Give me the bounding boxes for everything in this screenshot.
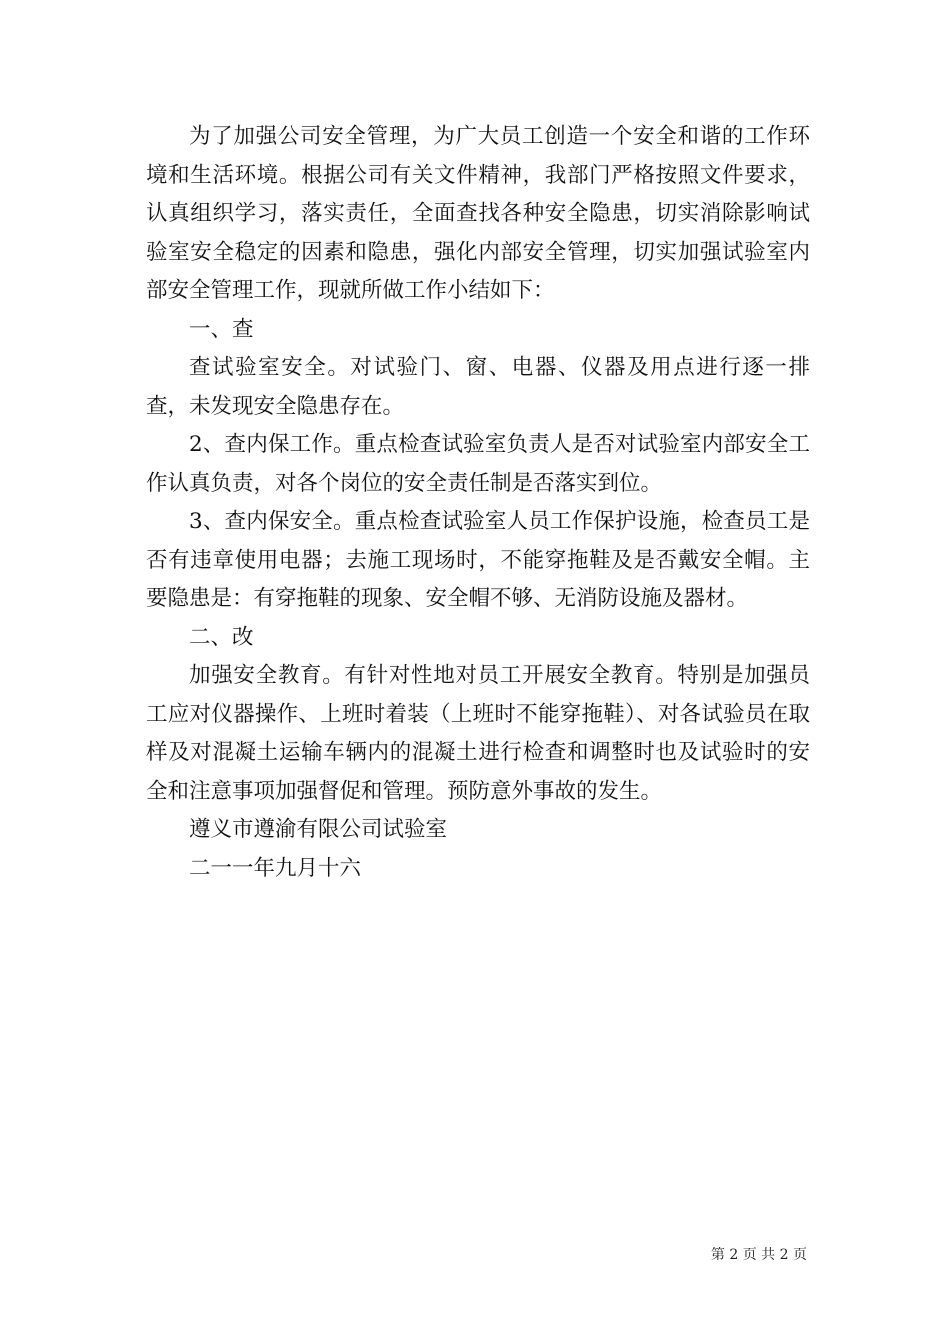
- improve-paragraph: 加强安全教育。有针对性地对员工开展安全教育。特别是加强员工应对仪器操作、上班时着装（上班时不能穿拖鞋）、对各试验员在取样及对混凝土运输车辆内的混凝土进行检查和调整时也及试验时的安全和注意事项加强督促和管理。预防意外事故的发生。: [146, 663, 810, 804]
- signature-organization: 遵义市遵渝有限公司试验室: [189, 817, 448, 842]
- intro-paragraph: 为了加强公司安全管理，为广大员工创造一个安全和谐的工作环境和生活环境。根据公司有关文件精神，我部门严格按照文件要求，认真组织学习，落实责任，全面查找各种安全隐患，切实消除影响试验室安全稳定的因素和隐患，强化内部安全管理，切实加强试验室内部安全管理工作，现就所做工作小结如下：: [146, 124, 810, 303]
- check-item-lab-safety: 查试验室安全。对试验门、窗、电器、仪器及用点进行逐一排查，未发现安全隐患存在。: [146, 355, 810, 419]
- page-number: 第 2 页 共 2 页: [710, 1247, 807, 1263]
- section-heading-check: 一、查: [189, 316, 254, 342]
- check-item-internal-security-safety: 3、查内保安全。重点检查试验室人员工作保护设施，检查员工是否有违章使用电器；去施工现场时，不能穿拖鞋及是否戴安全帽。主要隐患是：有穿拖鞋的现象、安全帽不够、无消防设施及器材。: [146, 509, 810, 611]
- check-item-internal-security-work: 2、查内保工作。重点检查试验室负责人是否对试验室内部安全工作认真负责，对各个岗位的安全责任制是否落实到位。: [146, 432, 810, 496]
- signature-date: 二一一年九月十六: [189, 855, 362, 881]
- section-heading-improve: 二、改: [189, 624, 254, 650]
- document-body: [146, 118, 810, 888]
